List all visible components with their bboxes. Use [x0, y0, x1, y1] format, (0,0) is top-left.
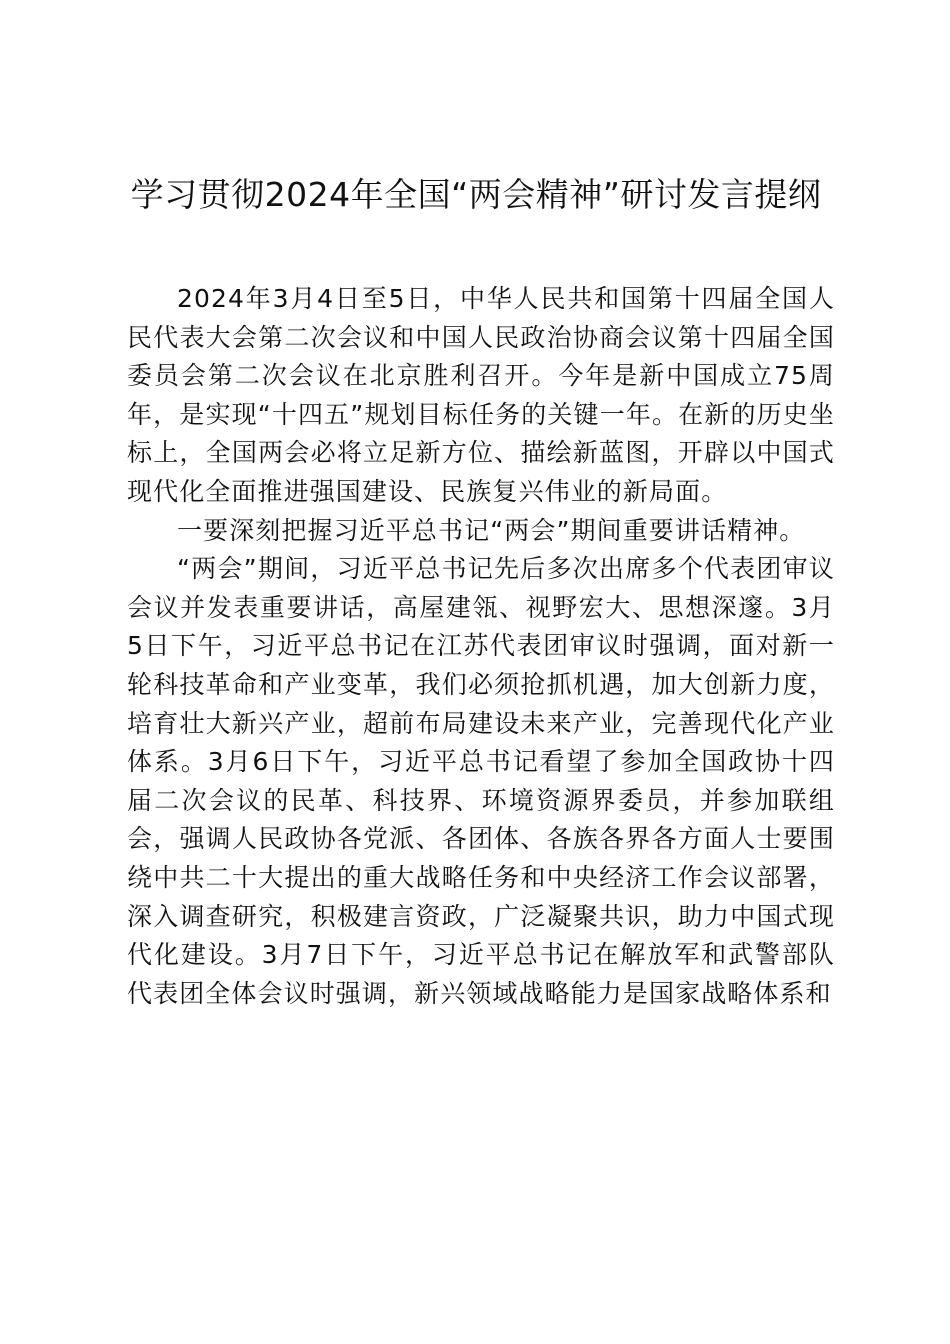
paragraph-section-heading: 一要深刻把握习近平总书记“两会”期间重要讲话精神。 — [177, 515, 806, 545]
paragraph-speeches: “两会”期间，习近平总书记先后多次出席多个代表团审议会议并发表重要讲话，高屋建瓴、视野宏大、思想深邃。3月5日下午，习近平总书记在江苏代表团审议时强调，面对新一轮科技革命和产业变革，我们必须抢抓机遇，加大创新力度，培育壮大新兴产业，超前布局建设未来产业，完善现代化产业体系。3月6日下午，习近平总书记看望了参加全国政协十四届二次会议的民革、科技界、环境资源界委员，并参加联组会，强调人民政协各党派、各团体、各族各界各方面人士要围绕中共二十大提出的重大战略任务和中央经济工作会议部署，深入调查研究，积极建言资政，广泛凝聚共识，助力中国式现代化建设。3月7日下午，习近平总书记在解放军和武警部队代表团全体会议时强调，新兴领域战略能力是国家战略体系和 — [127, 554, 835, 1008]
document-title: 学习贯彻2024年全国“两会精神”研讨发言提纲 — [130, 175, 822, 214]
document-body — [127, 280, 835, 1013]
paragraph-intro: 2024年3月4日至5日，中华人民共和国第十四届全国人民代表大会第二次会议和中国人民政治协商会议第十四届全国委员会第二次会议在北京胜利召开。今年是新中国成立75周年，是实现“十四五”规划目标任务的关键一年。在新的历史坐标上，全国两会必将立足新方位、描绘新蓝图，开辟以中国式现代化全面推进强国建设、民族复兴伟业的新局面。 — [127, 284, 835, 506]
